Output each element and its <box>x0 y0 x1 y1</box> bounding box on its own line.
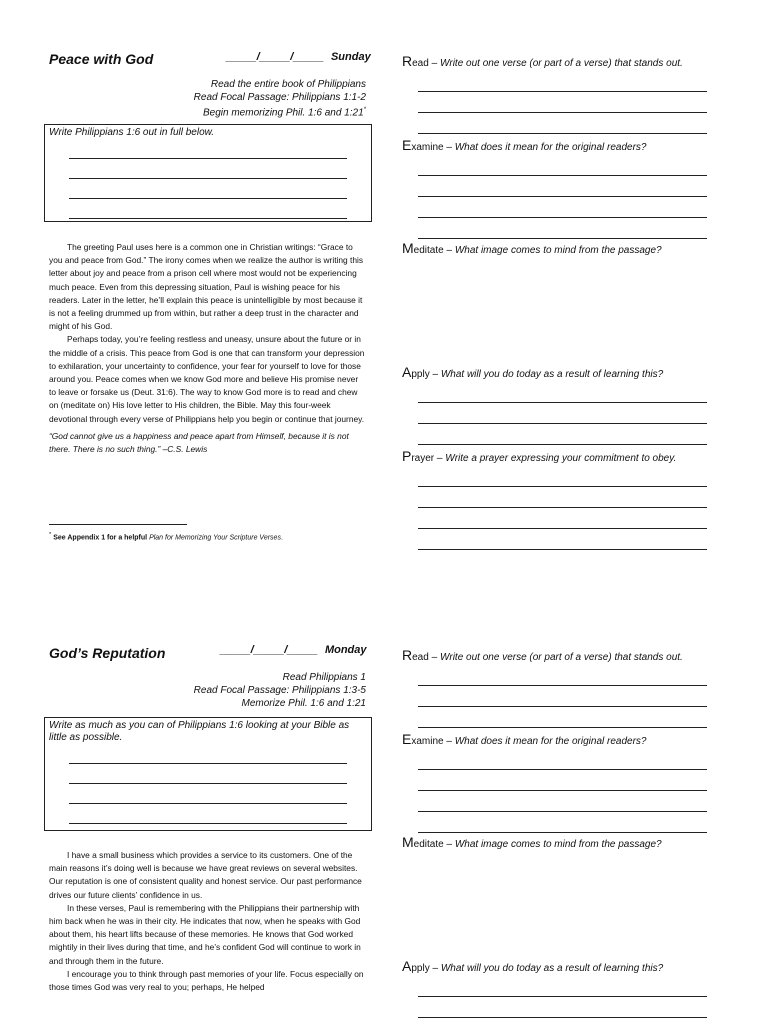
step-word: rayer <box>411 453 435 464</box>
step-word: editate <box>413 245 444 256</box>
writing-line[interactable] <box>418 508 707 529</box>
writing-line[interactable] <box>418 686 707 707</box>
writing-line[interactable] <box>418 113 707 134</box>
step-word: xamine <box>411 142 444 153</box>
writing-line[interactable] <box>418 665 707 686</box>
read-step <box>402 54 707 134</box>
day2-reading-3: Memorize Phil. 1:6 and 1:21 <box>241 698 366 709</box>
step-prompt: What will you do today as a result of learning this? <box>440 369 664 380</box>
writing-line[interactable] <box>418 707 707 728</box>
writing-line[interactable] <box>418 976 707 997</box>
step-dash: – <box>436 453 443 464</box>
day1-date[interactable] <box>226 51 371 63</box>
day2-readings <box>194 671 366 710</box>
writing-line[interactable] <box>69 784 347 804</box>
writing-line[interactable] <box>418 403 707 424</box>
apply-step <box>402 365 707 445</box>
step-initial: A <box>402 958 412 974</box>
writing-line[interactable] <box>418 197 707 218</box>
writing-line[interactable] <box>69 804 347 824</box>
step-word: ead <box>412 652 429 663</box>
step-initial: P <box>402 448 412 464</box>
writing-line[interactable] <box>69 139 347 159</box>
day2-paragraph-1: I have a small business which provides a service to its customers. One of the main reasons it’s doing well is because we have great reviews on several websites. Our reputation is one of consistent quality and honest service. Our past performance drives our future clients’ confidence in us. <box>49 850 362 900</box>
apply-step <box>402 959 707 1018</box>
step-initial: M <box>402 834 414 850</box>
day2-weekday: Monday <box>324 644 367 656</box>
step-prompt: What does it mean for the original readers? <box>454 736 647 747</box>
day2-writing-box[interactable] <box>44 717 372 831</box>
day2-paragraph-3: I encourage you to think through past memories of your life. Focus especially on those times God was very real to you; perhaps, He helped <box>49 968 364 993</box>
day1-weekday: Sunday <box>330 51 371 63</box>
step-dash: – <box>431 58 438 69</box>
day1-footnote <box>49 532 283 541</box>
step-prompt: Write out one verse (or part of a verse) that stands out. <box>439 58 683 69</box>
step-dash: – <box>432 369 439 380</box>
prayer-step <box>402 449 707 550</box>
writing-line[interactable] <box>418 424 707 445</box>
writing-line[interactable] <box>418 155 707 176</box>
writing-line[interactable] <box>69 744 347 764</box>
writing-line[interactable] <box>69 764 347 784</box>
step-initial: A <box>402 364 412 380</box>
footnote-mark: * <box>49 532 52 538</box>
read-step <box>402 648 707 728</box>
step-initial: E <box>402 137 412 153</box>
step-prompt: Write out one verse (or part of a verse) that stands out. <box>439 652 683 663</box>
step-word: xamine <box>411 736 444 747</box>
day2-date[interactable] <box>220 644 367 656</box>
step-dash: – <box>446 839 453 850</box>
day1-quote: “God cannot give us a happiness and peace apart from Himself, because it is not there. There is no such thing.” –C.S. Lewis <box>49 430 349 455</box>
day1-reading-1: Read the entire book of Philippians <box>210 79 366 90</box>
writing-line[interactable] <box>418 749 707 770</box>
step-dash: – <box>446 736 452 747</box>
meditate-step <box>402 835 707 852</box>
step-initial: R <box>402 647 413 663</box>
day1-reading-3-wrap <box>194 104 366 119</box>
day1-devotional <box>49 241 367 456</box>
day1-reading-3: Begin memorizing Phil. 1:6 and 1:21 <box>203 107 364 119</box>
footnote-italic: Plan for Memorizing Your Scripture Verses <box>149 534 281 542</box>
step-dash: – <box>446 245 453 256</box>
examine-step <box>402 732 707 833</box>
step-dash: – <box>446 142 452 153</box>
day1-paragraph-2: Perhaps today, you’re feeling restless and uneasy, unsure about the future or in the middle of a crisis. This peace from God is one that can transform your depression to exhilaration, your uncertainty to confidence, your fear for yourself to love for those around you. Peace comes when we know God more and believe His promise never to leave or forsake us (Deut. 31:6). The way to know God more is to read and chew on (meditate on) His love letter to His children, the Bible. May this four-week devotional through every verse of Philippians help you begin or continue that journey. <box>49 334 365 424</box>
day2-devotional <box>49 849 367 1024</box>
meditate-step <box>402 241 707 258</box>
day2-reading-2: Read Focal Passage: Philippians 1:3-5 <box>193 685 366 696</box>
step-word: pply <box>411 369 430 380</box>
step-prompt: What image comes to mind from the passage? <box>454 245 662 256</box>
step-dash: – <box>431 652 438 663</box>
writing-line[interactable] <box>418 92 707 113</box>
footnote-rule <box>49 524 187 525</box>
writing-line[interactable] <box>418 176 707 197</box>
day2-date-blank: _____/_____/_____ <box>220 644 318 656</box>
step-initial: E <box>402 731 412 747</box>
writing-line[interactable] <box>418 812 707 833</box>
day2-title: God’s Reputation <box>49 645 166 661</box>
day1-writing-box[interactable] <box>44 124 372 222</box>
step-prompt: What will you do today as a result of learning this? <box>440 963 664 974</box>
step-prompt: What does it mean for the original readers? <box>454 142 647 153</box>
day1-reading-2: Read Focal Passage: Philippians 1:1-2 <box>193 92 366 103</box>
writing-line[interactable] <box>418 791 707 812</box>
footnote-end: . <box>280 534 283 542</box>
day1-readings <box>194 78 366 119</box>
step-prompt: What image comes to mind from the passage? <box>454 839 662 850</box>
writing-line[interactable] <box>69 159 347 179</box>
step-initial: R <box>402 53 413 69</box>
writing-line[interactable] <box>418 997 707 1018</box>
day2-box-prompt: Write as much as you can of Philippians 1:6 looking at your Bible as little as possible. <box>49 720 350 743</box>
step-dash: – <box>432 963 439 974</box>
writing-line[interactable] <box>418 487 707 508</box>
day1-title: Peace with God <box>49 51 154 67</box>
step-word: pply <box>411 963 430 974</box>
examine-step <box>402 138 707 239</box>
day2-paragraph-2: In these verses, Paul is remembering with the Philippians their partnership with him back when he was in their city. He indicates that now, when he speaks with God about them, his heart lifts because of these memories. He knows that God worked mightily in their lives during that time, and he’s confident God will continue to work in and through them in the future. <box>49 902 361 966</box>
day1-box-prompt: Write Philippians 1:6 out in full below. <box>49 127 215 138</box>
step-prompt: Write a prayer expressing your commitment to obey. <box>445 453 677 464</box>
day2-reading-1: Read Philippians 1 <box>282 672 366 683</box>
writing-line[interactable] <box>418 770 707 791</box>
day1-paragraph-1: The greeting Paul uses here is a common one in Christian writings: “Grace to you and peace from God.” The irony comes when we realize the author is writing this letter about joy and peace from a prison cell where most would not be experiencing much peace. Even from this depressing situation, Paul is wishing peace for his readers. Later in the letter, he’ll explain this peace is unintelligible by most because it is not a feeling drummed up from within, but rather a deep trust in the character and might of his God. <box>49 242 364 332</box>
step-word: editate <box>413 839 444 850</box>
writing-line[interactable] <box>69 179 347 199</box>
writing-line[interactable] <box>418 218 707 239</box>
day1-reading-mark: * <box>363 107 366 113</box>
writing-line[interactable] <box>69 199 347 219</box>
writing-line[interactable] <box>418 529 707 550</box>
step-word: ead <box>412 58 429 69</box>
footnote-bold: See Appendix 1 for a helpful <box>53 534 148 542</box>
writing-line[interactable] <box>418 382 707 403</box>
day1-date-blank: _____/_____/_____ <box>226 51 324 63</box>
step-initial: M <box>402 240 414 256</box>
writing-line[interactable] <box>418 71 707 92</box>
writing-line[interactable] <box>418 466 707 487</box>
